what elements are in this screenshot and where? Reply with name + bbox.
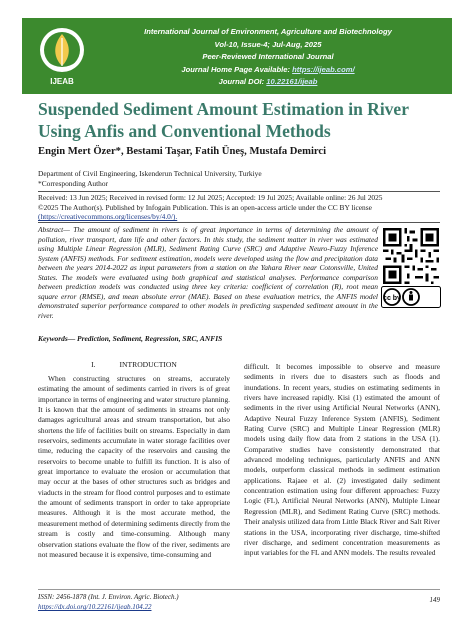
journal-doi: Journal DOI: 10.22161/ijeab (218, 77, 318, 87)
page-footer (38, 592, 298, 612)
intro-paragraph: When constructing structures on streams, accurately estimating the amount of sediments carried in rivers is of great importance in terms of engineering and water structure planning. It is known that the amount of sediments in streams not only damages agricultural areas and stream transportation, but also shortens the life of facilities built on streams. Especially in dam reservoirs, sediments accumulate in water storage facilities over time, reducing the capacity of the reservoirs and causing the reservoirs to become unable to fulfill its function. It is also of great importance to evaluate the erosion or accumulation that may occur at the bases of other structures such as bridges and viaducts in the stream for flood control purposes and to estimate the amount of sediments transport in order to take appropriate measures. Although it is the most accurate method, the measurement method of determining sediments directly from the stream is costly and time-consuming. Although many observation stations evaluate the flow of the river, sediments are not measured because it is expensive, time-consuming and (38, 374, 230, 559)
section-title: INTRODUCTION (119, 360, 177, 369)
homepage-link[interactable]: https://ijeab.com/ (292, 64, 355, 74)
journal-info (98, 26, 438, 89)
keywords-text: Prediction, Sediment, Regression, SRC, ANFIS (77, 334, 223, 343)
abstract-label: Abstract— (38, 225, 70, 234)
received-dates: Received: 13 Jun 2025; Received in revised form: 12 Jul 2025; Accepted: 19 Jul 2025; Available online: 26 Jul 2025 (38, 193, 383, 202)
divider (38, 191, 440, 192)
cc-badge-text: cc by (383, 295, 401, 302)
journal-logo (32, 22, 92, 88)
affiliation-block (38, 169, 458, 189)
section-heading (38, 360, 230, 369)
peer-reviewed-label: Peer-Reviewed International Journal (202, 52, 334, 62)
journal-doi-link[interactable]: 10.22161/ijeab (266, 77, 318, 87)
keywords-label: Keywords— (38, 334, 76, 343)
logo-text: IJEAB (50, 77, 74, 86)
intro-paragraph-continued: difficult. It becomes impossible to observe and measure sediments in rivers due to disasters such as floods and inundations. In recent years, studies on estimating sediments in rivers have increased rapidly. Kisi (1) estimated the amount of sediments in the river using Artificial Neural Networks (ANN), Adaptive Neural Fuzzy Inference System (ANFIS), Sediment Rating Curve (SRC) and Multiple Linear Regression (MLR) models using daily flow data from 2 stations in the USA (1). Comparative studies have consistently demonstrated that advanced modeling techniques, particularly ANFIS and ANN models, outperform classical methods in sediment estimation applications. Rajaee et al. (2) investigated daily sediment concentration estimation using four different approaches: Fuzzy Logic (FL), Artificial Neural Networks (ANN), Multiple Linear Regression (MLR), and Sediment Rating Curve (SRC) methods. Their analysis utilized data from Little Black River and Salt River stations in the USA, incorporating river discharge, time-shifted river discharge, and sediment concentration measurements as input variables for the FL and ANN models. The results revealed (244, 362, 440, 558)
issn: ISSN: 2456-1878 (Int. J. Environ. Agric. Biotech.) (38, 593, 179, 601)
author-list: Engin Mert Özer*, Bestami Taşar, Fatih Üneş, Mustafa Demirci (38, 146, 327, 157)
body-column-right (244, 362, 440, 559)
keywords (38, 334, 378, 343)
footer-divider (38, 589, 440, 590)
abstract (38, 225, 378, 320)
abstract-text: The amount of sediment in rivers is of great importance in terms of determining the amount of pollution, river transport, dam life and other factors. In this study, the sediment matter in river was estimated using Multiple Linear Regression (MLR), Sediment Rating Curve (SRC) and Adaptive Neuro-Fuzzy Inference System (ANFIS) methods. For sediment estimation, models were developed using the flow and precipitation data between the years 2014-2022 as input parameters from a station on the Yahara River near Cotonsville, United States. The models were evaluated using both graphical and statistical analyses. Performance comparison between prediction models was conducted using three key criteria: coefficient of correlation (R), root mean square error (RMSE), and mean absolute error (MAE). Based on these evaluation metrics, the ANFIS model demonstrated superior performance compared to other models in predicting suspended sediment amount in the river. (38, 225, 378, 320)
paper-title: Suspended Sediment Amount Estimation in River Using Anfis and Conventional Methods (38, 99, 409, 141)
body-column-left (38, 374, 230, 560)
article-dates (38, 193, 438, 222)
qr-code-icon[interactable] (383, 228, 439, 284)
license-link[interactable]: (https://creativecommons.org/licenses/by/4.0/). (38, 212, 178, 222)
license-statement: ©2025 The Author(s). Published by Infogain Publication. This is an open-access article under the CC BY license (38, 202, 372, 212)
journal-volume: Vol-10, Issue-4; Jul-Aug, 2025 (214, 39, 322, 49)
affiliation: Department of Civil Engineering, Iskenderun Technical University, Turkiye (38, 169, 262, 178)
journal-name: International Journal of Environment, Agriculture and Biotechnology (144, 27, 392, 36)
cc-by-license-icon[interactable] (381, 286, 441, 308)
divider (38, 222, 440, 223)
journal-homepage: Journal Home Page Available: https://ijeab.com/ (181, 64, 355, 74)
section-number: I. (91, 360, 96, 369)
page-number: 149 (429, 596, 440, 604)
article-doi-link[interactable]: https://dx.doi.org/10.22161/ijeab.104.22 (38, 603, 152, 611)
corresponding-author-note: *Corresponding Author (38, 179, 109, 188)
